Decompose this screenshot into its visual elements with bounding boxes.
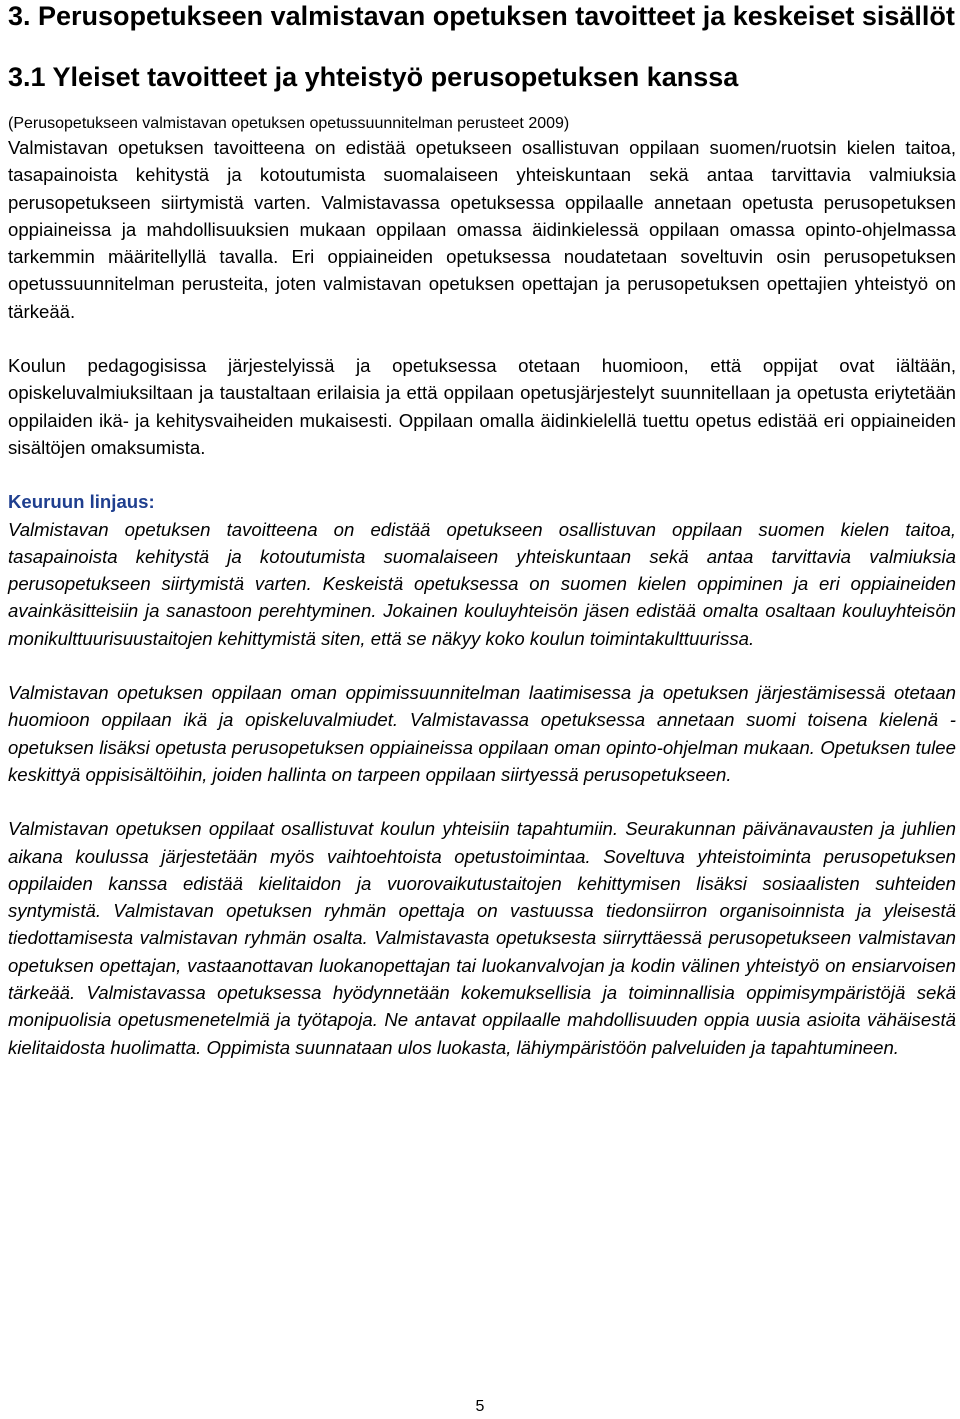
policy-heading: Keuruun linjaus:	[8, 491, 155, 513]
page-number: 5	[475, 1398, 485, 1415]
document-page	[8, 0, 956, 1061]
source-note: (Perusopetukseen valmistavan opetuksen opetussuunnitelman perusteet 2009)	[8, 115, 570, 132]
section-heading: 3.1 Yleiset tavoitteet ja yhteistyö perusopetuksen kanssa	[8, 62, 739, 92]
paragraph-pedagogy: Koulun pedagogisissa järjestelyissä ja opetuksessa otetaan huomioon, että oppijat ovat iältään, opiskeluvalmiuksiltaan ja taustaltaan erilaisia ja että oppilaan opetusjärjestelyt suunnitellaan ja opetusta eriytetään oppilaiden ikä- ja kehitysvaiheiden mukaisesti. Oppilaan omalla äidinkielellä tuettu opetus edistää eri oppiaineiden sisältöjen omaksumista.	[8, 355, 956, 458]
policy-paragraph-goals: Valmistavan opetuksen tavoitteena on edistää opetukseen osallistuvan oppilaan suomen kielen taitoa, tasapainoista kehitystä ja kotoutumista suomalaiseen yhteiskuntaan sekä antaa tarvittavia valmiuksia perusopetukseen siirtymistä varten. Keskeistä opetuksessa on suomen kielen oppiminen ja eri oppiaineiden avainkäsitteisiin ja sanastoon perehtyminen. Jokainen kouluyhteisön jäsen edistää omalta osaltaan kouluyhteisön monikulttuurisuustaitojen kehittymistä siten, että se näkyy koko koulun toimintakulttuurissa.	[8, 518, 956, 649]
chapter-heading: 3. Perusopetukseen valmistavan opetuksen tavoitteet ja keskeiset sisällöt	[8, 1, 955, 31]
paragraph-goals: Valmistavan opetuksen tavoitteena on edistää opetukseen osallistuvan oppilaan suomen/ruotsin kielen taitoa, tasapainoista kehitystä ja kotoutumista suomalaiseen yhteiskuntaan sekä antaa tarvittavia valmiuksia perusopetukseen siirtymistä varten. Valmistavassa opetuksessa oppilaalle annetaan opetusta perusopetuksen oppiaineissa ja mahdollisuuksien mukaan oppilaan omassa äidinkielessä oppilaan omassa opinto-ohjelmassa tarkemmin määritellyllä tavalla. Eri oppiaineiden opetuksessa noudatetaan soveltuvin osin perusopetuksen opetussuunnitelman perusteita, joten valmistavan opetuksen opettajan ja perusopetuksen opettajien yhteistyö on tärkeää.	[8, 137, 956, 322]
policy-paragraph-planning: Valmistavan opetuksen oppilaan oman oppimissuunnitelman laatimisessa ja opetuksen järjestämisessä otetaan huomioon oppilaan ikä ja opiskeluvalmiudet. Valmistavassa opetuksessa annetaan suomi toisena kielenä -opetuksen lisäksi opetusta perusopetuksen oppiaineissa oppilaan oman opinto-ohjelman mukaan. Opetuksen tulee keskittyä oppisisältöihin, joiden hallinta on tarpeen oppilaan siirtyessä perusopetukseen.	[8, 682, 956, 785]
policy-paragraph-cooperation: Valmistavan opetuksen oppilaat osallistuvat koulun yhteisiin tapahtumiin. Seurakunnan päivänavausten ja juhlien aikana koulussa järjestetään myös vaihtoehtoista opetustoimintaa. Soveltuva yhteistoiminta perusopetuksen oppilaiden kanssa edistää kielitaidon ja vuorovaikutustaitojen kehittymisen lisäksi sosiaalisten suhteiden syntymistä. Valmistavan opetuksen ryhmän opettaja on vastuussa tiedonsiirron organisoinnista ja yleisestä tiedottamisesta valmistavan ryhmän osalta. Valmistavasta opetuksesta siirryttäessä perusopetukseen valmistavan opetuksen opettajan, vastaanottavan luokanopettajan tai luokanvalvojan ja kodin välinen yhteistyö on ensiarvoisen tärkeää. Valmistavassa opetuksessa hyödynnetään kokemuksellisia ja toiminnallisia oppimisympäristöjä sekä monipuolisia opetusmenetelmiä ja työtapoja. Ne antavat oppilaalle mahdollisuuden oppia uusia asioita vähäisestä kielitaidosta huolimatta. Oppimista suunnataan ulos luokasta, lähiympäristöön palveluiden ja tapahtumineen.	[8, 818, 956, 1058]
